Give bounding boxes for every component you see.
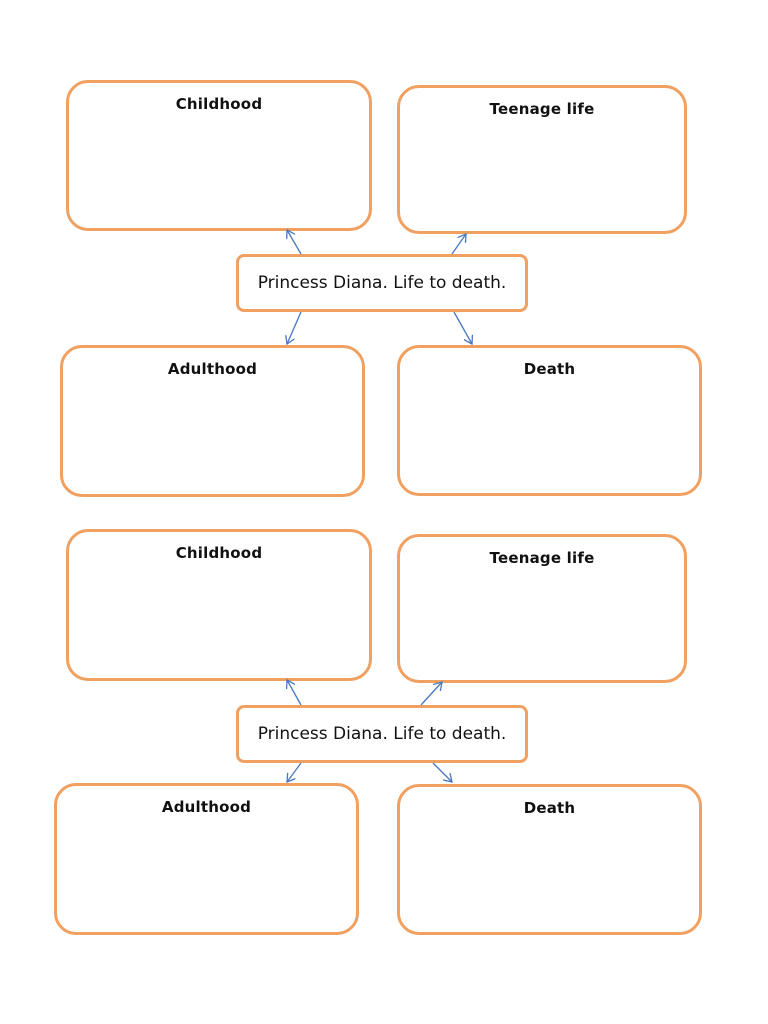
diagram1-arrow-to-teenage: [452, 234, 466, 254]
diagram2-arrow-to-death: [433, 763, 452, 782]
diagram2-teenage-label: Teenage life: [489, 549, 595, 567]
diagram2-center-label: Princess Diana. Life to death.: [257, 724, 507, 744]
diagram2-arrow-to-teenage: [421, 682, 442, 705]
diagram1-death-box: [397, 345, 702, 496]
diagram1-teenage-label: Teenage life: [489, 100, 595, 118]
diagram1-arrow-to-death: [454, 312, 472, 344]
diagram2-adulthood-label: Adulthood: [161, 798, 252, 816]
diagram1-childhood-box: [66, 80, 372, 231]
diagram2-death-box: [397, 784, 702, 935]
diagram1-teenage-box: [397, 85, 687, 234]
diagram1-death-label: Death: [523, 360, 576, 378]
diagram2-childhood-box: [66, 529, 372, 681]
diagram2-teenage-box: [397, 534, 687, 683]
diagram1-arrow-to-childhood: [287, 230, 301, 254]
diagram1-adulthood-box: [60, 345, 365, 497]
diagram2-childhood-label: Childhood: [175, 544, 263, 562]
diagram2-arrow-to-adulthood: [287, 763, 301, 782]
diagram2-adulthood-box: [54, 783, 359, 935]
diagram1-arrow-to-adulthood: [287, 312, 301, 344]
diagram2-arrow-to-childhood: [287, 680, 301, 705]
diagram1-adulthood-label: Adulthood: [167, 360, 258, 378]
diagram2-death-label: Death: [523, 799, 576, 817]
diagram1-center-label: Princess Diana. Life to death.: [257, 273, 507, 293]
diagram2-center-box: [236, 705, 528, 763]
diagram1-center-box: [236, 254, 528, 312]
diagram1-childhood-label: Childhood: [175, 95, 263, 113]
